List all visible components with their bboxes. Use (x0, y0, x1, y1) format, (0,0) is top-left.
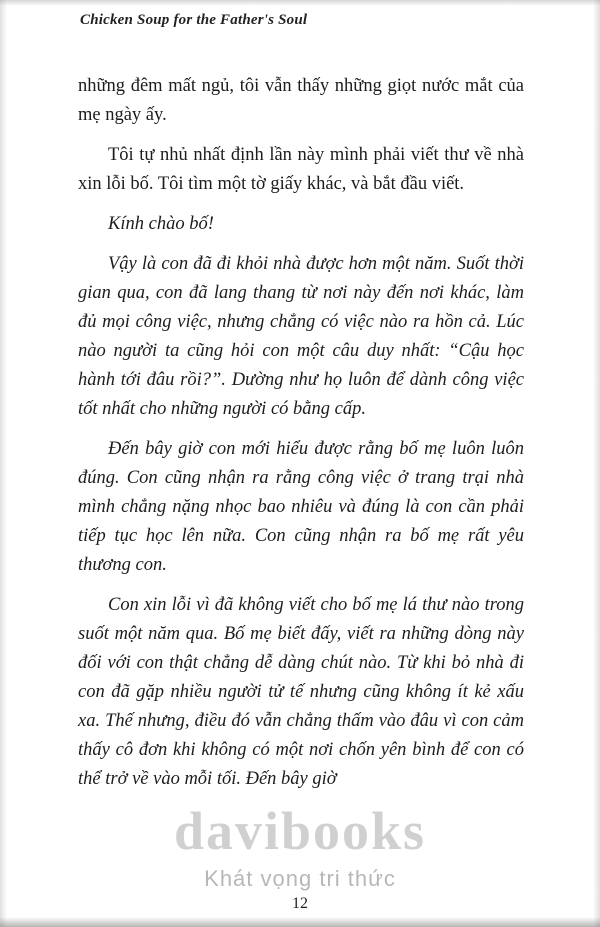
scan-edge-bottom (0, 917, 600, 927)
paragraph: Tôi tự nhủ nhất định lần này mình phải viết thư về nhà xin lỗi bố. Tôi tìm một tờ giấy khác, và bắt đầu viết. (78, 145, 524, 194)
paragraph-letter-body: Con xin lỗi vì đã không viết cho bố mẹ lá thư nào trong suốt một năm qua. Bố mẹ biết đấy, viết ra những dòng này đối với con thật chẳng dễ dàng chút nào. Từ khi bỏ nhà đi con đã gặp nhiều người tử tế nhưng cũng không ít kẻ xấu xa. Thế nhưng, điều đó vẫn chẳng thấm vào đâu vì con cảm thấy cô đơn khi không có một nơi chốn yên bình để con có thể trở về vào mỗi tối. Đến bây giờ (78, 595, 524, 789)
paragraph: những đêm mất ngủ, tôi vẫn thấy những giọt nước mắt của mẹ ngày ấy. (78, 76, 524, 125)
paragraph-letter-salutation: Kính chào bố! (108, 214, 214, 234)
running-head: Chicken Soup for the Father's Soul (80, 12, 308, 28)
scan-edge-top (0, 0, 600, 6)
paragraph-letter-body: Đến bây giờ con mới hiểu được rằng bố mẹ luôn luôn đúng. Con cũng nhận ra rằng công việc ở trang trại nhà mình chẳng nặng nhọc bao nhiêu và đúng là con cần phải tiếp tục học lên nữa. Con cũng nhận ra bố mẹ rất yêu thương con. (78, 439, 524, 575)
scan-edge-left (0, 0, 7, 927)
body-text (78, 72, 524, 805)
paragraph-letter-body: Vậy là con đã đi khỏi nhà được hơn một năm. Suốt thời gian qua, con đã lang thang từ nơi này đến nơi khác, làm đủ mọi công việc, nhưng chẳng có việc nào ra hồn cả. Lúc nào người ta cũng hỏi con một câu duy nhất: “Cậu học hành tới đâu rồi?”. Dường như họ luôn để dành công việc tốt nhất cho những người có bằng cấp. (78, 254, 524, 419)
page-number: 12 (292, 895, 308, 912)
scan-edge-right (593, 0, 600, 927)
watermark-brand: davibooks (173, 801, 427, 861)
watermark-slogan: Khát vọng tri thức (204, 866, 396, 891)
